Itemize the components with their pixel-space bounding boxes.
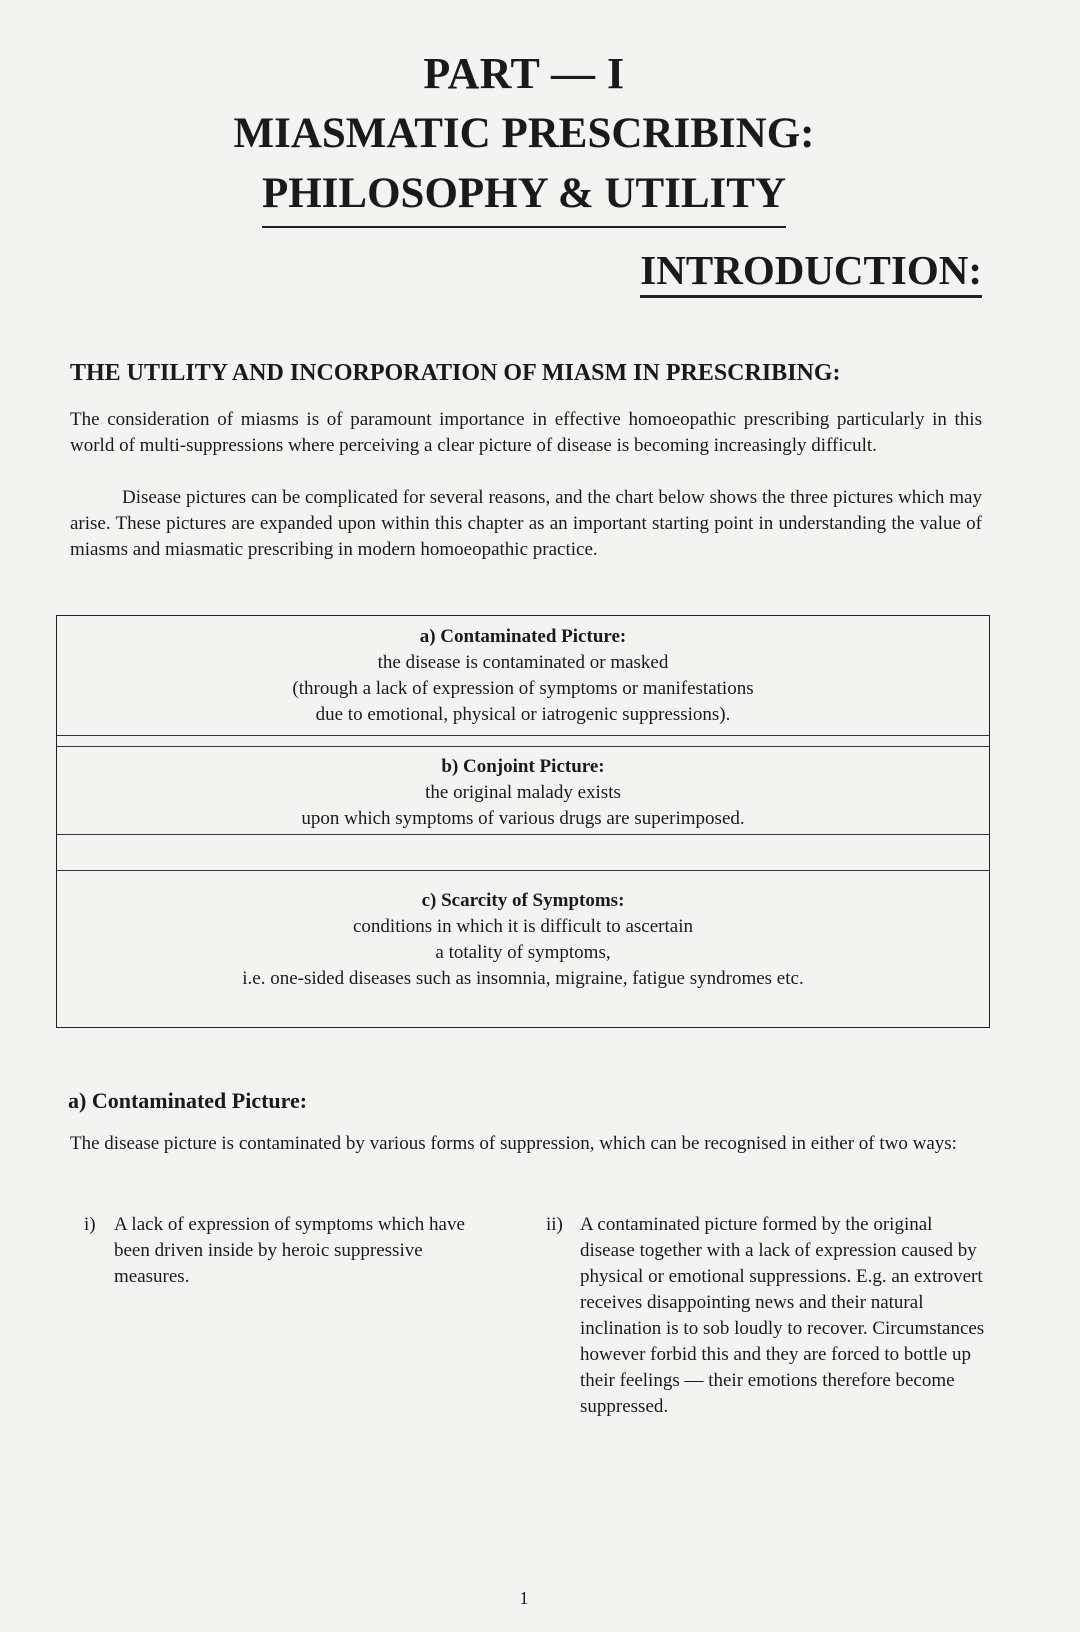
chart-item-line: (through a lack of expression of symptoms or manifestations xyxy=(292,678,754,699)
chart-item-heading: a) Contaminated Picture: xyxy=(419,626,627,647)
section-heading: THE UTILITY AND INCORPORATION OF MIASM IN PRESCRIBING: xyxy=(70,360,841,386)
introduction-heading: INTRODUCTION: xyxy=(640,246,982,298)
chart-item-line: due to emotional, physical or iatrogenic suppressions). xyxy=(315,704,731,725)
chart-divider xyxy=(57,870,989,871)
chapter-title-line-1: MIASMATIC PRESCRIBING: xyxy=(233,110,815,157)
paragraph-utility: The consideration of miasms is of paramount importance in effective homoeopathic prescribing particularly in this world of multi-suppressions where perceiving a clear picture of disease is becoming increasingly difficult. xyxy=(70,409,982,456)
chapter-title-line-2: PHILOSOPHY & UTILITY xyxy=(262,164,786,228)
chart-item-scarcity xyxy=(57,888,989,992)
chart-item-line: upon which symptoms of various drugs are superimposed. xyxy=(301,808,745,829)
chart-divider xyxy=(57,746,989,747)
chart-item-heading: b) Conjoint Picture: xyxy=(441,756,605,777)
way-marker: ii) xyxy=(546,1214,563,1235)
chart-item-heading: c) Scarcity of Symptoms: xyxy=(421,890,625,911)
disease-pictures-chart xyxy=(56,615,990,1028)
paragraph-contaminated: The disease picture is contaminated by various forms of suppression, which can be recognised in either of two ways: xyxy=(70,1133,957,1154)
paragraph-disease-pictures: Disease pictures can be complicated for several reasons, and the chart below shows the three pictures which may arise. These pictures are expanded upon within this chapter as an important starting point in understanding the value of miasms and miasmatic prescribing in modern homoeopathic practice. xyxy=(70,487,982,560)
chart-item-line: the original malady exists xyxy=(425,782,621,803)
way-text: A contaminated picture formed by the original disease together with a lack of expression caused by physical or emotional suppressions. E.g. an extrovert receives disappointing news and their natural inclination is to sob loudly to recover. Circumstances however forbid this and they are forced to bottle up their feelings — their emotions therefore become suppressed. xyxy=(580,1214,985,1417)
chart-item-contaminated xyxy=(57,624,989,728)
way-marker: i) xyxy=(84,1214,96,1235)
contaminated-picture-heading: a) Contaminated Picture: xyxy=(68,1088,308,1113)
chart-divider xyxy=(57,735,989,736)
way-item-2 xyxy=(546,1212,990,1420)
part-title: PART — I xyxy=(423,49,625,98)
chart-divider xyxy=(57,834,989,835)
chapter-title xyxy=(0,104,1048,228)
chart-item-line: i.e. one-sided diseases such as insomnia, migraine, fatigue syndromes etc. xyxy=(242,968,804,989)
chart-item-conjoint xyxy=(57,754,989,832)
page-number: 1 xyxy=(519,1588,529,1608)
way-item-1 xyxy=(84,1212,484,1290)
chart-item-line: the disease is contaminated or masked xyxy=(377,652,669,673)
chart-item-line: a totality of symptoms, xyxy=(435,942,611,963)
way-text: A lack of expression of symptoms which have been driven inside by heroic suppressive measures. xyxy=(114,1214,465,1287)
chart-item-line: conditions in which it is difficult to ascertain xyxy=(352,916,693,937)
